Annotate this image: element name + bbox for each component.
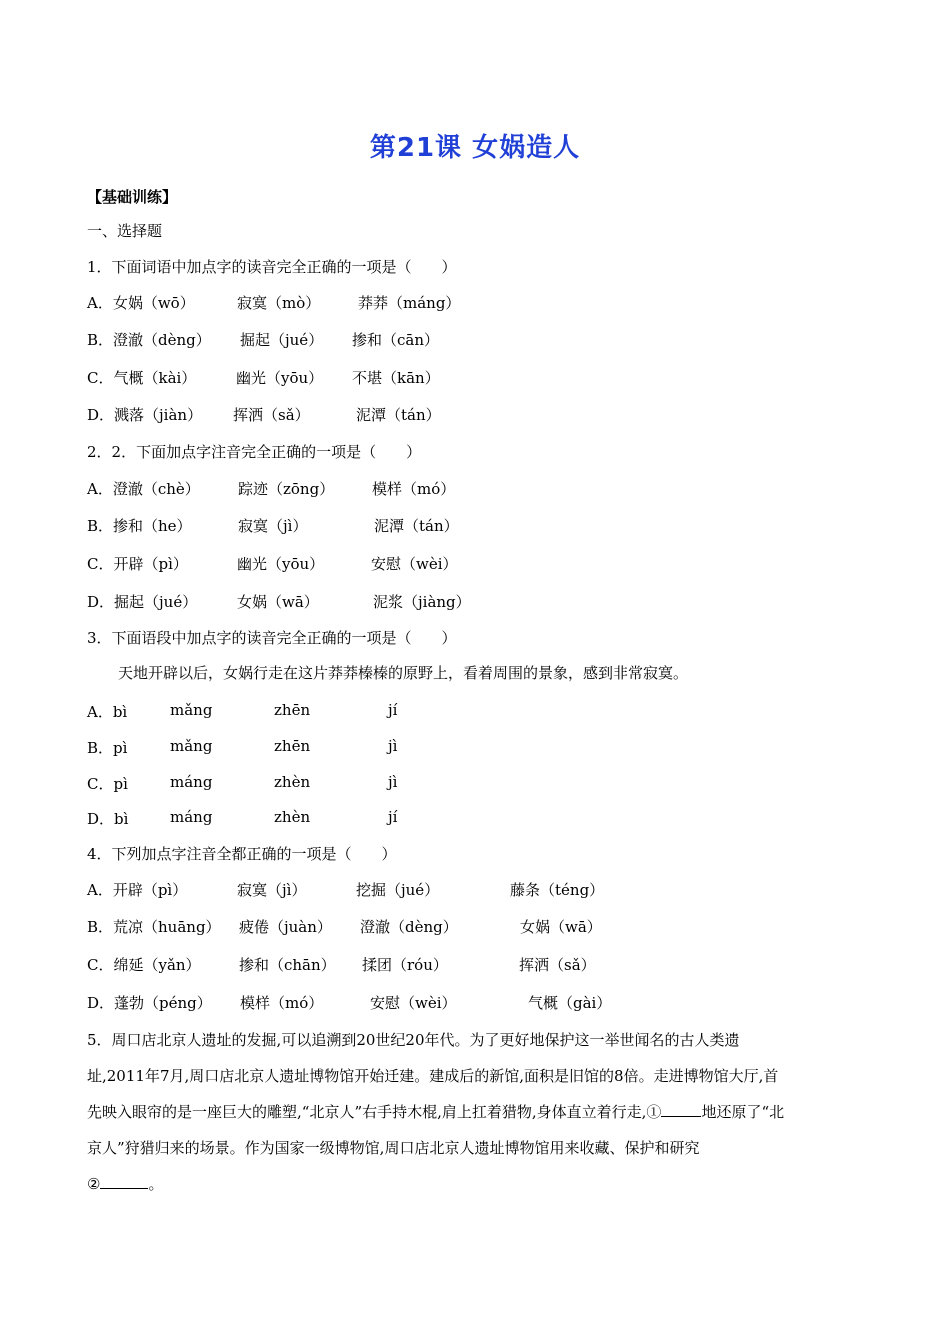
q5-line-3-tail: 地还原了“北: [701, 1103, 785, 1121]
q4-option-d-3: 安慰（wèi）: [370, 994, 457, 1012]
part-heading: 一、选择题: [87, 222, 163, 240]
q3-option-d-4: jí: [388, 808, 398, 826]
q2-option-c-1: C．开辟（pì）: [87, 555, 188, 573]
q3-option-b-1: B．pì: [87, 739, 128, 757]
question-4-stem: 4．下列加点字注音全都正确的一项是（ ）: [87, 845, 397, 863]
q3-option-d-2: máng: [170, 808, 213, 826]
q4-option-c-3: 揉团（róu）: [362, 956, 448, 974]
q5-line-2: 址,2011年7月,周口店北京人遗址博物馆开始迁建。建成后的新馆,面积是旧馆的8倍。走进博物馆大厅,首: [87, 1067, 779, 1085]
blank-2-marker: ②: [87, 1175, 101, 1193]
blank-2-line[interactable]: [100, 1174, 148, 1189]
q1-option-d-3: 泥潭（tán）: [356, 406, 441, 424]
q3-option-c-2: máng: [170, 773, 213, 791]
q4-option-a-3: 挖掘（jué）: [356, 881, 440, 899]
q4-option-d-1: D．蓬勃（péng）: [87, 994, 212, 1012]
q3-option-b-4: jì: [388, 737, 398, 755]
blank-1-line[interactable]: [661, 1102, 701, 1117]
q2-option-a-1: A．澄澈（chè）: [87, 480, 200, 498]
q5-line-1: 5．周口店北京人遗址的发掘,可以追溯到20世纪20年代。为了更好地保护这一举世闻名的古人类遗: [87, 1031, 740, 1049]
q3-option-a-1: A．bì: [87, 703, 128, 721]
q1-option-b-3: 掺和（cān）: [352, 331, 440, 349]
q3-option-b-2: mǎng: [170, 737, 213, 755]
q4-option-d-4: 气概（gài）: [528, 994, 612, 1012]
q4-option-b-2: 疲倦（juàn）: [239, 918, 332, 936]
q1-option-b-1: B．澄澈（dèng）: [87, 331, 211, 349]
q4-option-c-1: C．绵延（yǎn）: [87, 956, 201, 974]
section-heading: 【基础训练】: [87, 188, 178, 206]
q1-option-d-1: D．溅落（jiàn）: [87, 406, 203, 424]
q1-option-d-2: 挥洒（sǎ）: [233, 406, 310, 424]
q3-option-a-4: jí: [388, 701, 398, 719]
q1-option-a-2: 寂寞（mò）: [237, 294, 321, 312]
q5-end-mark: 。: [148, 1175, 164, 1193]
q2-option-d-3: 泥浆（jiàng）: [373, 593, 471, 611]
q1-option-c-2: 幽光（yōu）: [236, 369, 324, 387]
blank-1-marker: ①: [646, 1103, 662, 1121]
question-1-stem: 1．下面词语中加点字的读音完全正确的一项是（ ）: [87, 258, 457, 276]
page-title: 第21课 女娲造人: [369, 133, 581, 163]
q1-option-a-1: A．女娲（wō）: [87, 294, 195, 312]
q4-option-a-1: A．开辟（pì）: [87, 881, 188, 899]
q2-option-c-3: 安慰（wèi）: [371, 555, 458, 573]
q4-option-c-2: 掺和（chān）: [239, 956, 336, 974]
q5-line-3: [87, 1094, 877, 1130]
q2-option-b-3: 泥潭（tán）: [374, 517, 459, 535]
q1-option-c-1: C．气概（kài）: [87, 369, 197, 387]
q3-option-a-2: mǎng: [170, 701, 213, 719]
q4-option-a-2: 寂寞（jì）: [237, 881, 307, 899]
q4-option-d-2: 模样（mó）: [240, 994, 324, 1012]
q4-option-b-3: 澄澈（dèng）: [360, 918, 458, 936]
q3-option-d-1: D．bì: [87, 810, 129, 828]
q5-line-5: [87, 1166, 877, 1202]
q2-option-d-1: D．掘起（jué）: [87, 593, 198, 611]
q4-option-a-4: 藤条（téng）: [510, 881, 605, 899]
q3-option-c-1: C．pì: [87, 775, 128, 793]
q3-option-c-3: zhèn: [274, 773, 311, 791]
q3-option-a-3: zhēn: [274, 701, 311, 719]
q1-option-a-3: 莽莽（máng）: [358, 294, 461, 312]
q2-option-d-2: 女娲（wā）: [237, 593, 319, 611]
q4-option-c-4: 挥洒（sǎ）: [519, 956, 596, 974]
q1-option-b-2: 掘起（jué）: [240, 331, 324, 349]
q5-line-3-text: 先映入眼帘的是一座巨大的雕塑,“北京人”右手持木棍,肩上扛着猎物,身体直立着行走,: [87, 1103, 647, 1121]
q2-option-a-3: 模样（mó）: [372, 480, 456, 498]
q2-option-a-2: 踪迹（zōng）: [238, 480, 335, 498]
question-3-stem: 3．下面语段中加点字的读音完全正确的一项是（ ）: [87, 629, 457, 647]
q5-line-4: 京人”狩猎归来的场景。作为国家一级博物馆,周口店北京人遗址博物馆用来收藏、保护和研究: [87, 1139, 700, 1157]
q2-option-b-2: 寂寞（jì）: [238, 517, 308, 535]
question-2-stem: 2．2．下面加点字注音完全正确的一项是（ ）: [87, 443, 422, 461]
question-3-passage: 天地开辟以后，女娲行走在这片莽莽榛榛的原野上，看着周围的景象，感到非常寂寞。: [118, 664, 689, 682]
q2-option-c-2: 幽光（yōu）: [237, 555, 325, 573]
q4-option-b-1: B．荒凉（huāng）: [87, 918, 221, 936]
question-5-text: [87, 1022, 877, 1202]
q1-option-c-3: 不堪（kān）: [352, 369, 440, 387]
q3-option-d-3: zhèn: [274, 808, 311, 826]
q3-option-c-4: jì: [388, 773, 398, 791]
q2-option-b-1: B．掺和（he）: [87, 517, 192, 535]
q4-option-b-4: 女娲（wā）: [520, 918, 602, 936]
q3-option-b-3: zhēn: [274, 737, 311, 755]
